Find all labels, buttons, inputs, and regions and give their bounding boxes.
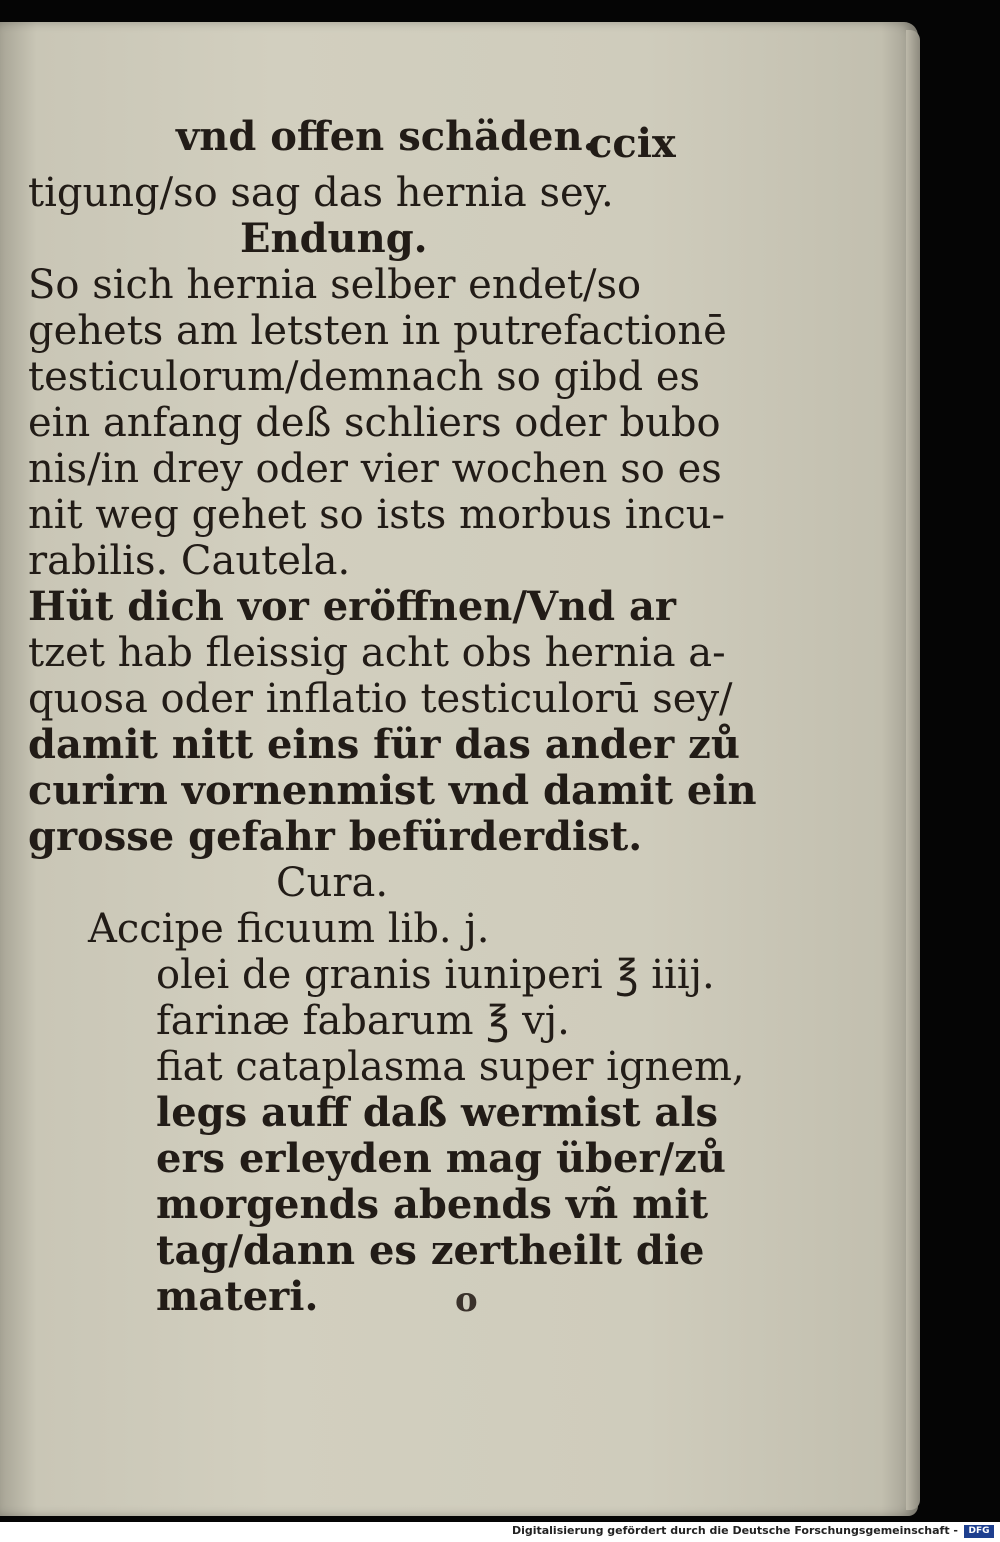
text-line: rabilis. Cautela. xyxy=(28,538,351,584)
text-line: quosa oder inflatio testiculorū sey/ xyxy=(28,676,733,722)
recipe-line: legs auff daß wermist als xyxy=(156,1089,719,1136)
text-line: nis/in drey oder vier wochen so es xyxy=(28,446,722,492)
recipe-line: olei de granis iuniperi ℥ iiij. xyxy=(156,952,715,998)
text-line: tigung/so sag das hernia sey. xyxy=(28,170,614,216)
dfg-logo-icon: DFG xyxy=(964,1525,994,1538)
text-line: Hüt dich vor eröffnen/Vnd ar xyxy=(28,583,676,630)
text-line: nit weg gehet so ists morbus incu- xyxy=(28,492,726,538)
recipe-line: ers erleyden mag über/zů xyxy=(156,1135,726,1182)
text-line: tzet hab fleissig acht obs hernia a- xyxy=(28,630,726,676)
recipe-line: materi. xyxy=(156,1273,319,1320)
text-line: grosse gefahr befürderdist. xyxy=(28,813,643,860)
text-line: So sich hernia selber endet/so xyxy=(28,262,642,308)
text-line: curirn vornenmist vnd damit ein xyxy=(28,767,757,814)
section-heading: Cura. xyxy=(276,860,389,906)
recipe-line: Accipe ficuum lib. j. xyxy=(88,906,490,952)
folio-number: ccix xyxy=(588,120,676,167)
running-head: vnd offen schäden. xyxy=(176,113,597,160)
signature-mark: o xyxy=(455,1280,478,1320)
recipe-line: morgends abends vñ mit xyxy=(156,1181,709,1228)
recipe-line: farinæ fabarum ℥ vj. xyxy=(156,998,570,1044)
funding-credit: Digitalisierung gefördert durch die Deutsche Forschungsgemeinschaft - xyxy=(511,1524,958,1537)
text-line: ein anfang deß schliers oder bubo xyxy=(28,400,721,446)
recipe-line: fiat cataplasma super ignem, xyxy=(156,1044,745,1090)
text-line: gehets am letsten in putrefactionē xyxy=(28,308,727,354)
recipe-line: tag/dann es zertheilt die xyxy=(156,1227,705,1274)
text-line: damit nitt eins für das ander zů xyxy=(28,721,740,768)
footer-bar xyxy=(0,1522,1000,1542)
page-edge xyxy=(906,30,920,1510)
text-line: testiculorum/demnach so gibd es xyxy=(28,354,701,400)
section-heading: Endung. xyxy=(240,215,428,262)
